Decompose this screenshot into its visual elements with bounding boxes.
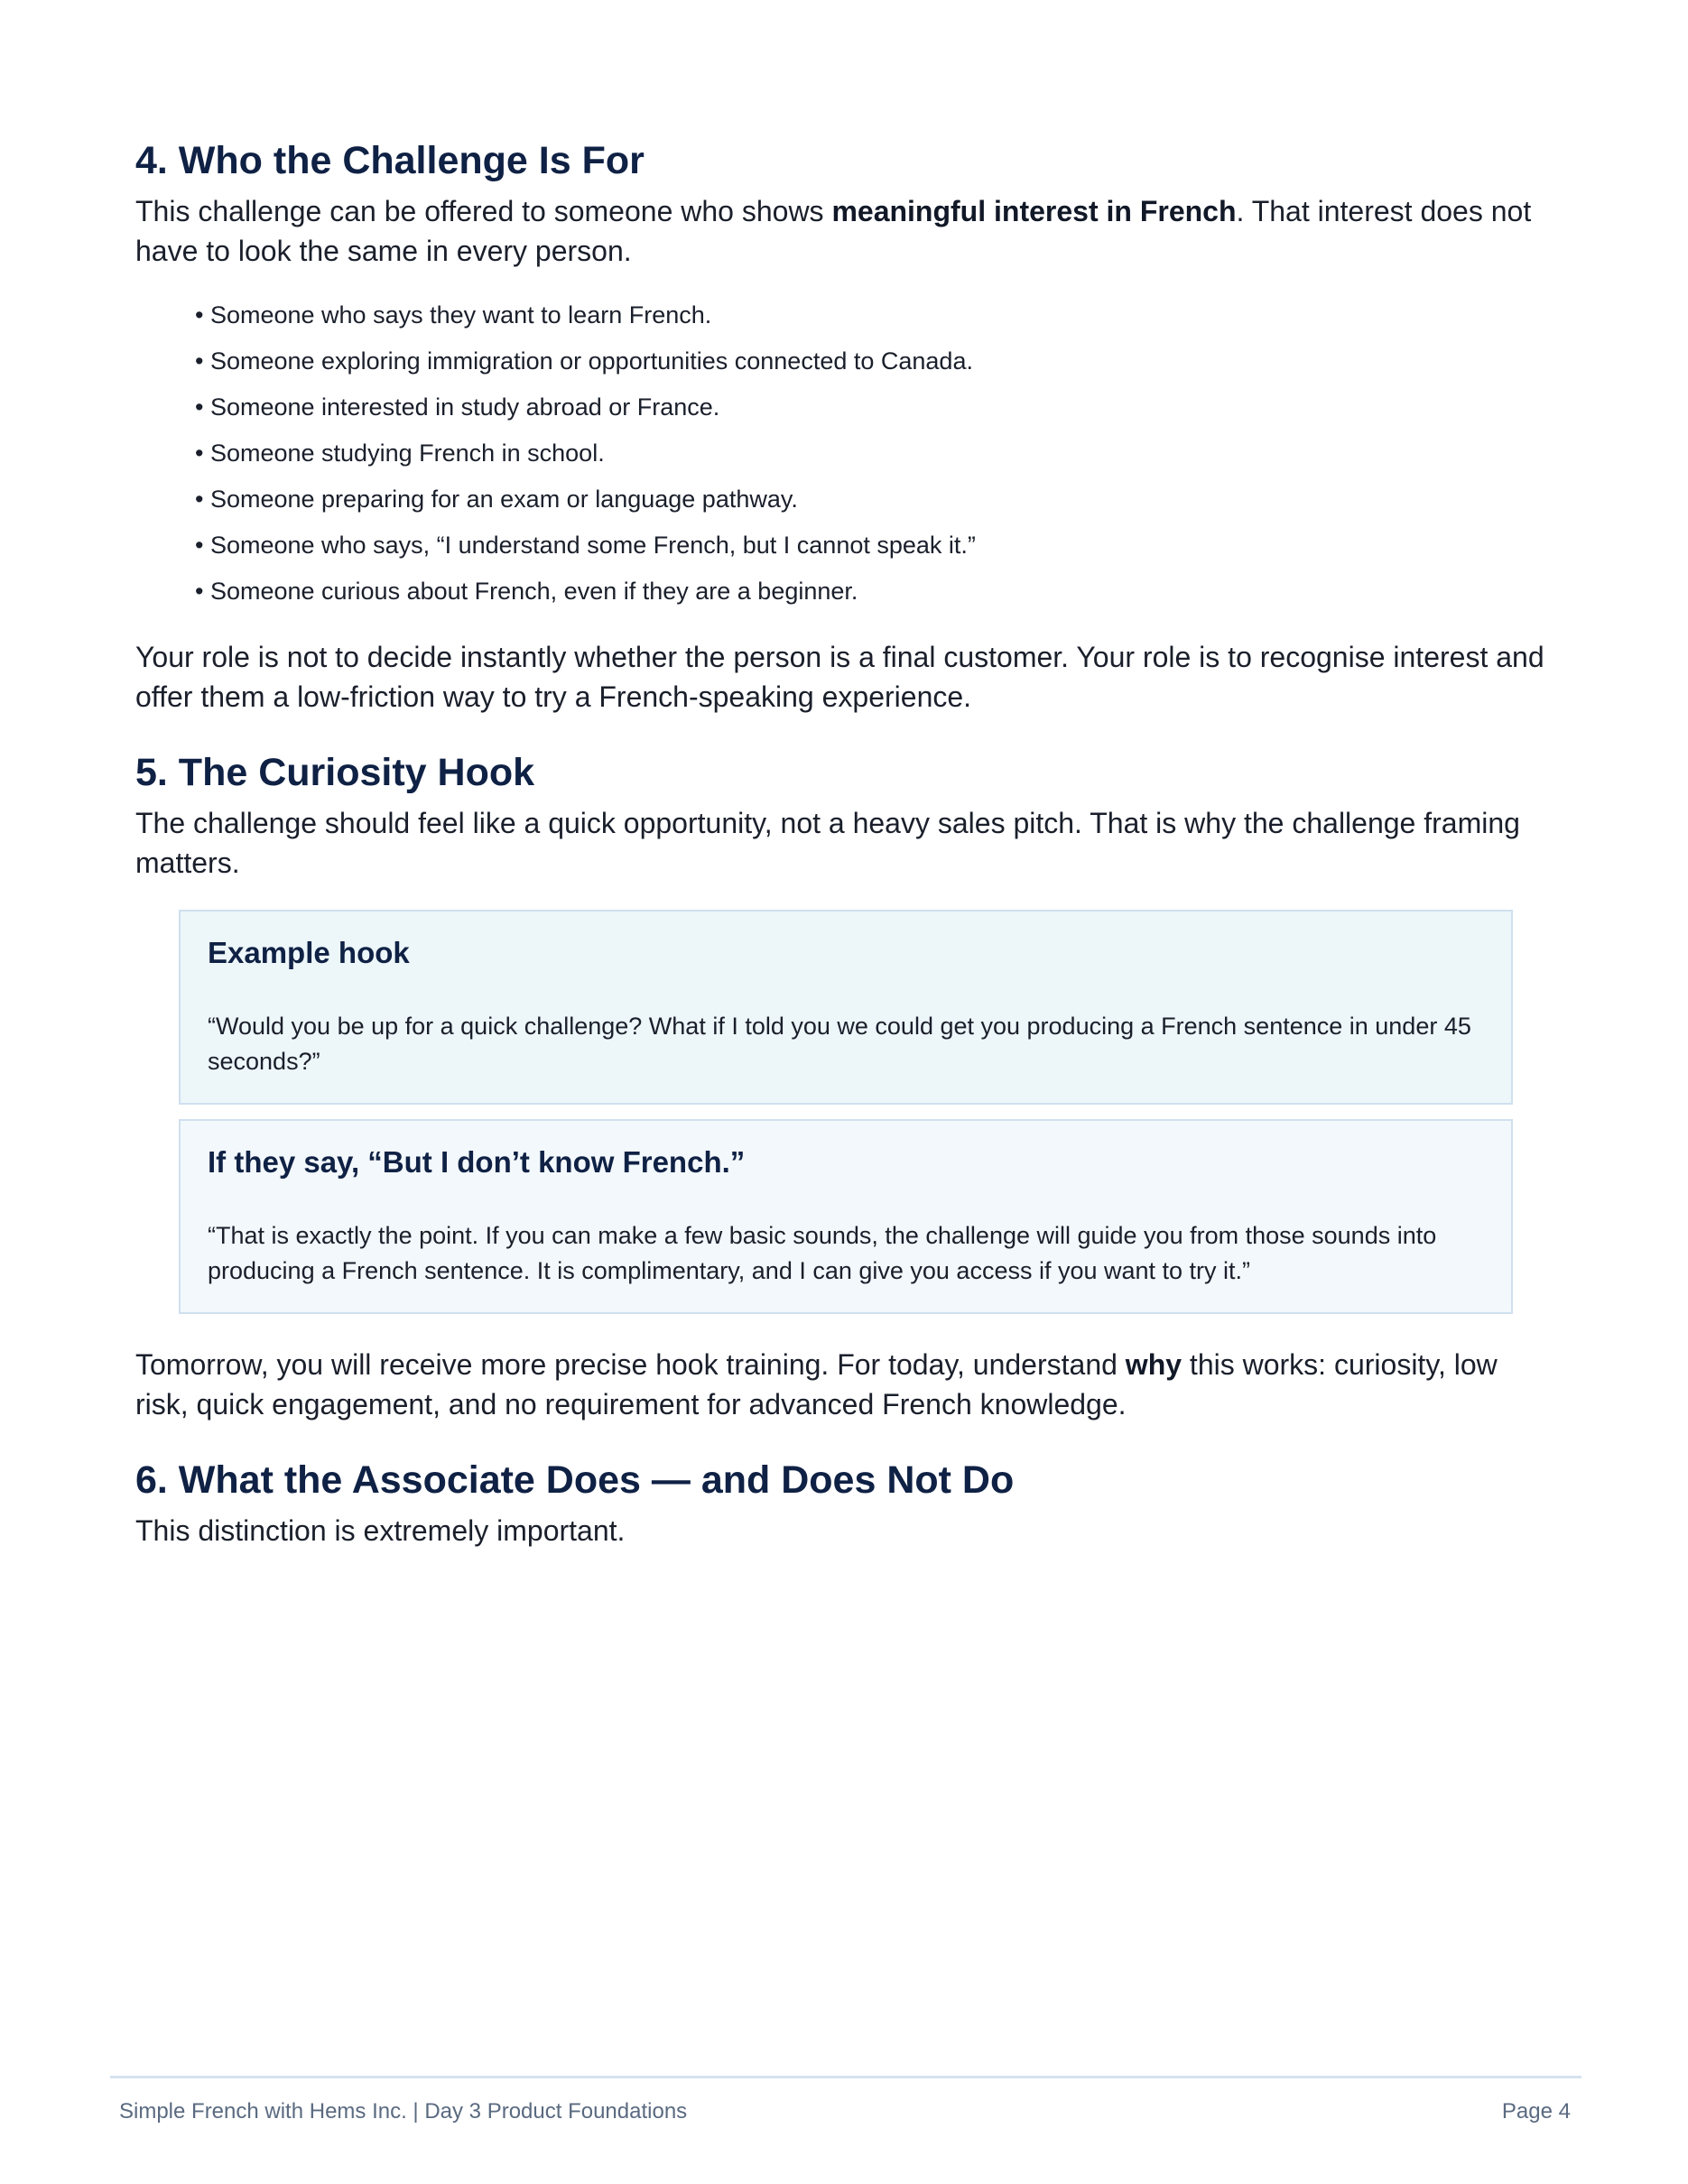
- page-footer: [110, 2076, 1581, 2125]
- objection-callout: [179, 1119, 1513, 1314]
- callout-title: If they say, “But I don’t know French.”: [208, 1145, 746, 1179]
- section-4-intro-text: This challenge can be offered to someone who shows: [135, 195, 832, 227]
- document-page: [135, 135, 1553, 1550]
- section-5-closing-text: Tomorrow, you will receive more precise hook training. For today, understand: [135, 1348, 1126, 1381]
- example-hook-callout: [179, 910, 1513, 1105]
- list-item: • Someone studying French in school.: [195, 440, 605, 467]
- section-5-closing: [135, 1345, 1553, 1424]
- callout-text: “That is exactly the point. If you can make a few basic sounds, the challenge will guide you from those sounds into producing a French sentence. It is complimentary, and I can give you access if you want to try it.”: [208, 1222, 1437, 1284]
- section-5-closing-emphasis: why: [1125, 1348, 1183, 1381]
- list-item: • Someone curious about French, even if they are a beginner.: [195, 578, 858, 605]
- section-4-closing: Your role is not to decide instantly whether the person is a final customer. Your role is to recognise interest and offer them a low-friction way to try a French-speaking experience.: [135, 641, 1544, 713]
- callout-title: Example hook: [208, 936, 410, 969]
- section-6-heading: 6. What the Associate Does — and Does Not Do: [135, 1458, 1015, 1502]
- audience-list: [135, 300, 1553, 606]
- page-number: Page 4: [1501, 2099, 1571, 2124]
- footer-title: Simple French with Hems Inc. | Day 3 Product Foundations: [119, 2099, 688, 2124]
- list-item: • Someone exploring immigration or opportunities connected to Canada.: [195, 347, 973, 375]
- section-6-intro: This distinction is extremely important.: [135, 1514, 626, 1547]
- section-4-intro-text-end: . That interest does not have to look the same in every person.: [135, 195, 1532, 267]
- section-5-closing-text-end: this works: curiosity, low risk, quick engagement, and no requirement for advanced French knowledge.: [135, 1348, 1498, 1421]
- list-item: • Someone interested in study abroad or France.: [195, 393, 720, 421]
- section-4-intro-emphasis: meaningful interest in French: [831, 195, 1237, 227]
- section-4-heading: 4. Who the Challenge Is For: [135, 139, 645, 182]
- list-item: • Someone who says they want to learn French.: [195, 301, 712, 329]
- section-5-intro: The challenge should feel like a quick opportunity, not a heavy sales pitch. That is why the challenge framing matters.: [135, 807, 1520, 879]
- callout-text: “Would you be up for a quick challenge? What if I told you we could get you producing a French sentence in under 45 seconds?”: [208, 1013, 1471, 1075]
- section-5-heading: 5. The Curiosity Hook: [135, 751, 535, 794]
- section-4-intro: [135, 191, 1553, 271]
- list-item: • Someone who says, “I understand some French, but I cannot speak it.”: [195, 532, 976, 559]
- list-item: • Someone preparing for an exam or language pathway.: [195, 486, 798, 513]
